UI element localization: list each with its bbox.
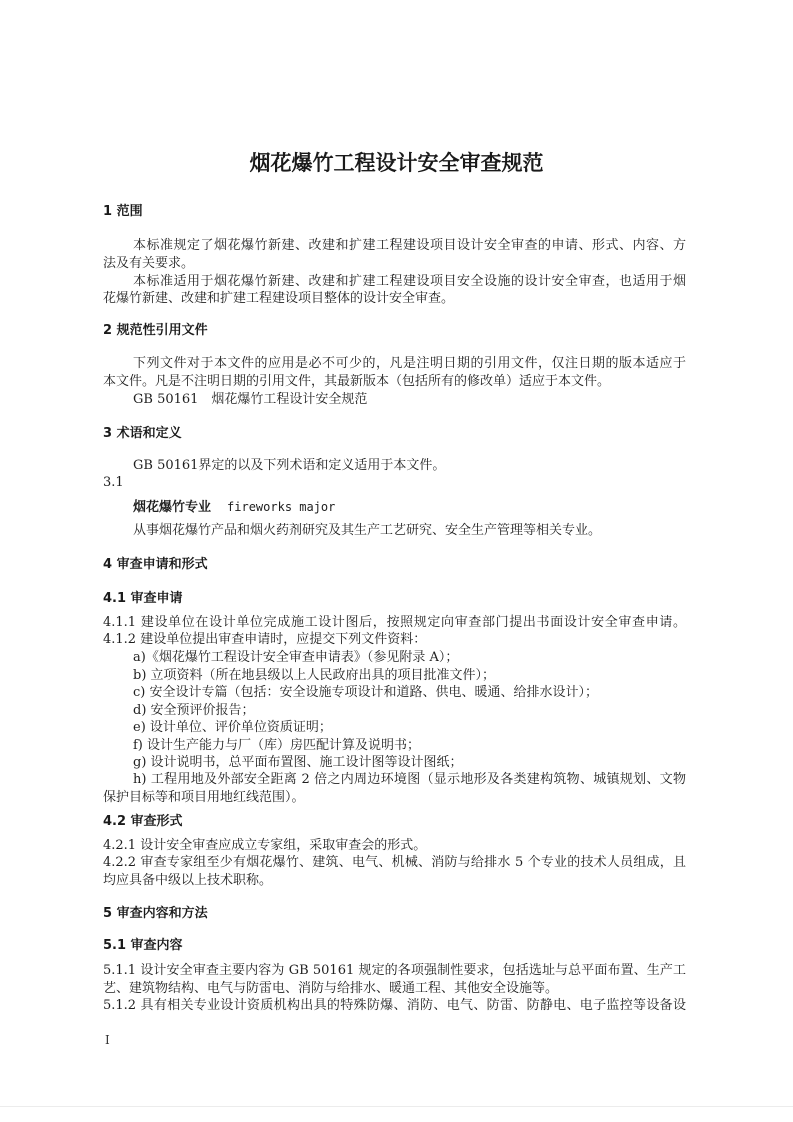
term-entry	[133, 498, 335, 516]
section-4-heading: 4 审查申请和形式	[103, 557, 208, 572]
section-1-heading: 1 范围	[103, 204, 143, 219]
term-chinese: 烟花爆竹专业	[133, 500, 212, 515]
subsection-4-2-heading: 4.2 审查形式	[103, 814, 183, 829]
clause-5-1-1-line-1: 5.1.1 设计安全审查主要内容为 GB 50161 规定的各项强制性要求，包括选址与总平面布置、生产工	[103, 963, 686, 978]
scope-para-2-line-2: 花爆竹新建、改建和扩建工程建设项目整体的设计安全审查。	[103, 291, 455, 306]
term-definition: 从事烟花爆竹产品和烟火药剂研究及其生产工艺研究、安全生产管理等相关专业。	[133, 523, 602, 538]
list-item-d: d) 安全预评价报告；	[133, 703, 255, 718]
subsection-4-1-heading: 4.1 审查申请	[103, 591, 183, 606]
list-item-f: f) 设计生产能力与厂（库）房匹配计算及说明书；	[133, 738, 421, 753]
terms-intro: GB 50161界定的以及下列术语和定义适用于本文件。	[133, 458, 446, 473]
references-para-line-1: 下列文件对于本文件的应用是必不可少的，凡是注明日期的引用文件，仅注日期的版本适应于	[133, 356, 686, 371]
scope-para-1-line-2: 法及有关要求。	[103, 256, 195, 271]
list-item-a: a)《烟花爆竹工程设计安全审查申请表》（参见附录 A）；	[133, 650, 459, 665]
clause-4-2-2-line-1: 4.2.2 审查专家组至少有烟花爆竹、建筑、电气、机械、消防与给排水 5 个专业的技术人员组成，且	[103, 855, 686, 870]
term-english: fireworks major	[227, 500, 336, 514]
scope-para-2-line-1: 本标准适用于烟花爆竹新建、改建和扩建工程建设项目安全设施的设计安全审查，也适用于烟	[133, 274, 686, 289]
list-item-e: e) 设计单位、评价单位资质证明；	[133, 720, 332, 735]
term-number: 3.1	[103, 475, 124, 490]
clause-4-1-2: 4.1.2 建设单位提出审查申请时，应提交下列文件资料：	[103, 632, 427, 647]
scope-para-1-line-1: 本标准规定了烟花爆竹新建、改建和扩建工程建设项目设计安全审查的申请、形式、内容、方	[133, 238, 686, 253]
document-title: 烟花爆竹工程设计安全审查规范	[249, 151, 544, 175]
clause-4-2-1: 4.2.1 设计安全审查应成立专家组，采取审查会的形式。	[103, 838, 427, 853]
scan-edge-line	[0, 1106, 793, 1107]
clause-5-1-2-line-1: 5.1.2 具有相关专业设计资质机构出具的特殊防爆、消防、电气、防雷、防静电、电子监控等设备设	[103, 998, 686, 1013]
list-item-c: c) 安全设计专篇（包括：安全设施专项设计和道路、供电、暖通、给排水设计）；	[133, 685, 598, 700]
list-item-b: b) 立项资料（所在地县级以上人民政府出具的项目批准文件）；	[133, 668, 496, 683]
clause-4-1-1: 4.1.1 建设单位在设计单位完成施工设计图后，按照规定向审查部门提出书面设计安全审查申请。	[103, 615, 686, 630]
section-2-heading: 2 规范性引用文件	[103, 323, 208, 338]
list-item-g: g) 设计说明书，总平面布置图、施工设计图等设计图纸；	[133, 755, 463, 770]
reference-item: GB 50161 烟花爆竹工程设计安全规范	[133, 392, 368, 407]
list-item-h-line-2: 保护目标等和项目用地红线范围）。	[103, 790, 305, 805]
references-para-line-2: 本文件。凡是不注明日期的引用文件，其最新版本（包括所有的修改单）适应于本文件。	[103, 374, 611, 389]
section-5-heading: 5 审查内容和方法	[103, 906, 208, 921]
clause-4-2-2-line-2: 均应具备中级以上技术职称。	[103, 873, 273, 888]
list-item-h-line-1: h) 工程用地及外部安全距离 2 倍之内周边环境图（显示地形及各类建构筑物、城镇规划、文物	[133, 772, 686, 787]
section-3-heading: 3 术语和定义	[103, 426, 182, 441]
clause-5-1-1-line-2: 艺、建筑物结构、电气与防雷电、消防与给排水、暖通工程、其他安全设施等。	[103, 981, 559, 996]
page-number: I	[105, 1033, 110, 1047]
subsection-5-1-heading: 5.1 审查内容	[103, 938, 183, 953]
